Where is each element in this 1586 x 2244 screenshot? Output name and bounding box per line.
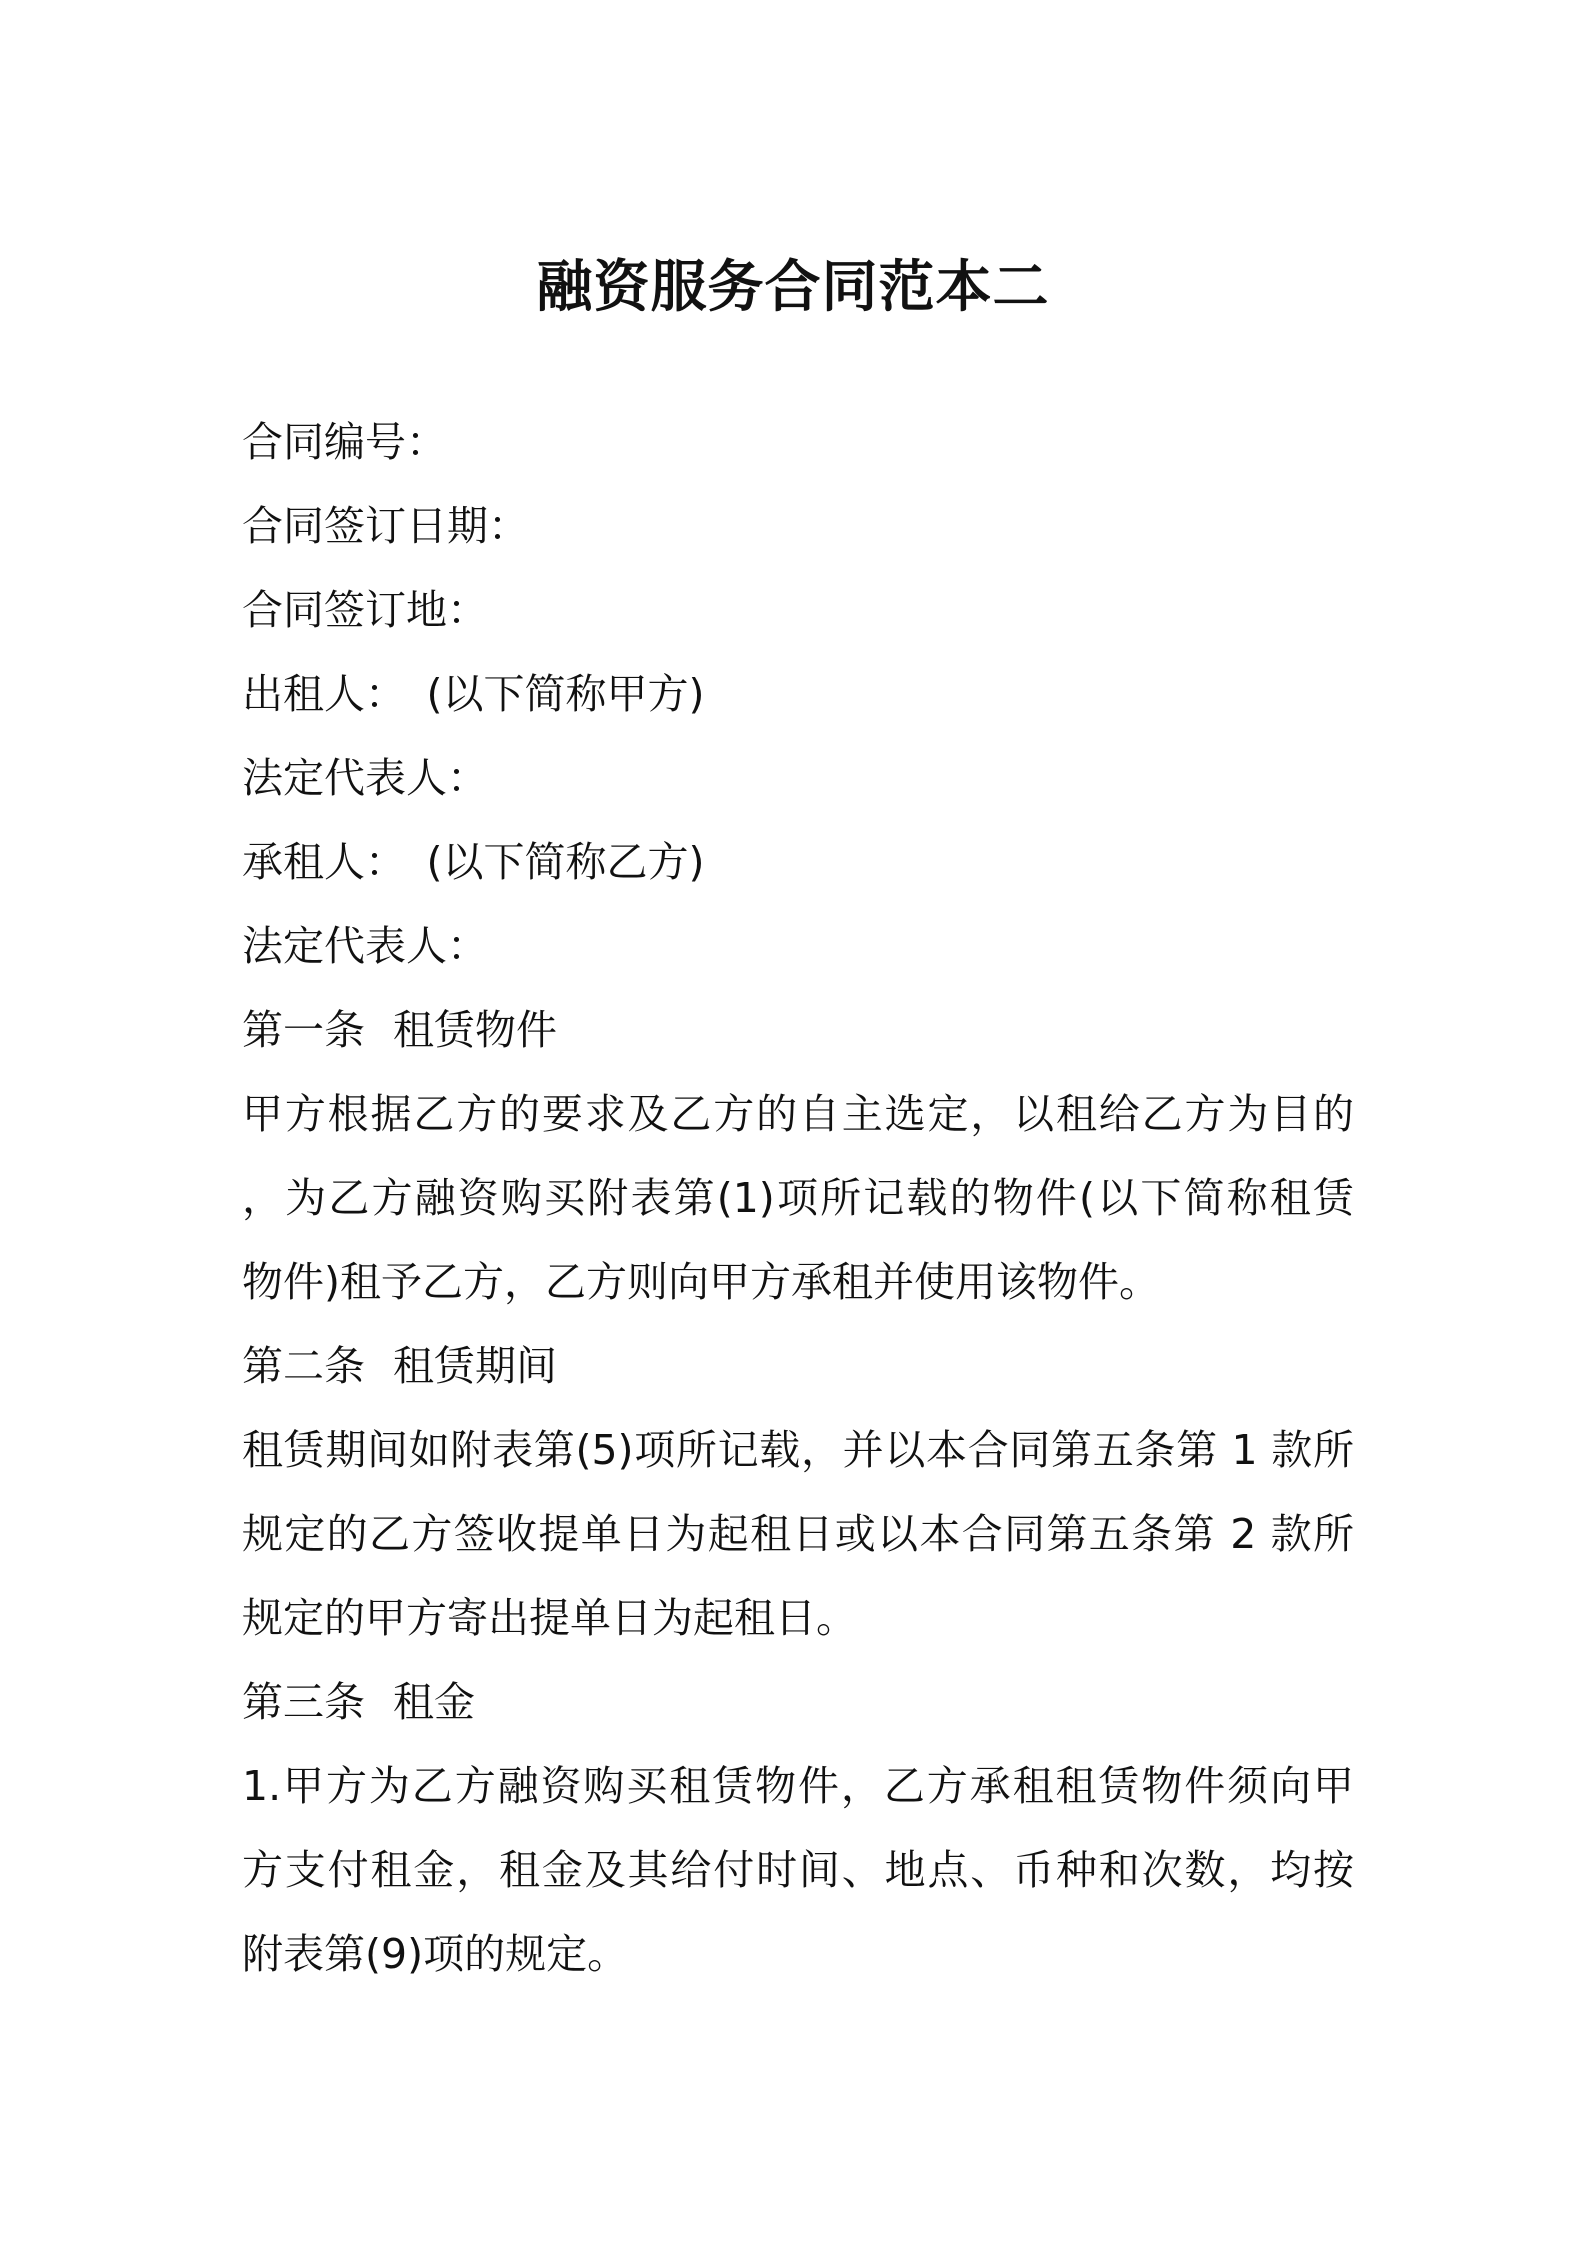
article-text-line: 甲方根据乙方的要求及乙方的自主选定，以租给乙方为目的 [242, 1090, 1354, 1138]
contract-number-field: 合同编号： [242, 418, 447, 466]
article-text-line: 附表第(9)项的规定。 [242, 1930, 629, 1978]
article-text-line: 租赁期间如附表第(5)项所记载，并以本合同第五条第 1 款所 [242, 1426, 1354, 1474]
article-text-line: 规定的甲方寄出提单日为起租日。 [242, 1594, 857, 1642]
article-number: 第二条 [242, 1342, 365, 1390]
article-number: 第一条 [242, 1006, 365, 1054]
lessee-field: 承租人： (以下简称乙方) [242, 838, 705, 886]
article-text-line: 物件)租予乙方，乙方则向甲方承租并使用该物件。 [242, 1258, 1160, 1306]
article-title: 租赁物件 [393, 1006, 557, 1054]
document-title: 融资服务合同范本二 [536, 255, 1050, 320]
article-heading [242, 1324, 1354, 1408]
article-title: 租金 [393, 1678, 475, 1726]
article-text-line: 规定的乙方签收提单日为起租日或以本合同第五条第 2 款所 [242, 1510, 1354, 1558]
lessee-representative-field: 法定代表人： [242, 922, 488, 970]
signing-place-field: 合同签订地： [242, 586, 488, 634]
article-text-line: ，为乙方融资购买附表第(1)项所记载的物件(以下简称租赁 [242, 1174, 1354, 1222]
article-text-line: 方支付租金，租金及其给付时间、地点、币种和次数，均按 [242, 1846, 1354, 1894]
article-heading [242, 1660, 1354, 1744]
article-text-line: 1.甲方为乙方融资购买租赁物件，乙方承租租赁物件须向甲 [242, 1762, 1354, 1810]
lessor-field: 出租人： (以下简称甲方) [242, 670, 705, 718]
lessor-representative-field: 法定代表人： [242, 754, 488, 802]
article-title: 租赁期间 [393, 1342, 557, 1390]
article-heading [242, 988, 1354, 1072]
signing-date-field: 合同签订日期： [242, 502, 529, 550]
document-body [242, 400, 1354, 1996]
article-number: 第三条 [242, 1678, 365, 1726]
